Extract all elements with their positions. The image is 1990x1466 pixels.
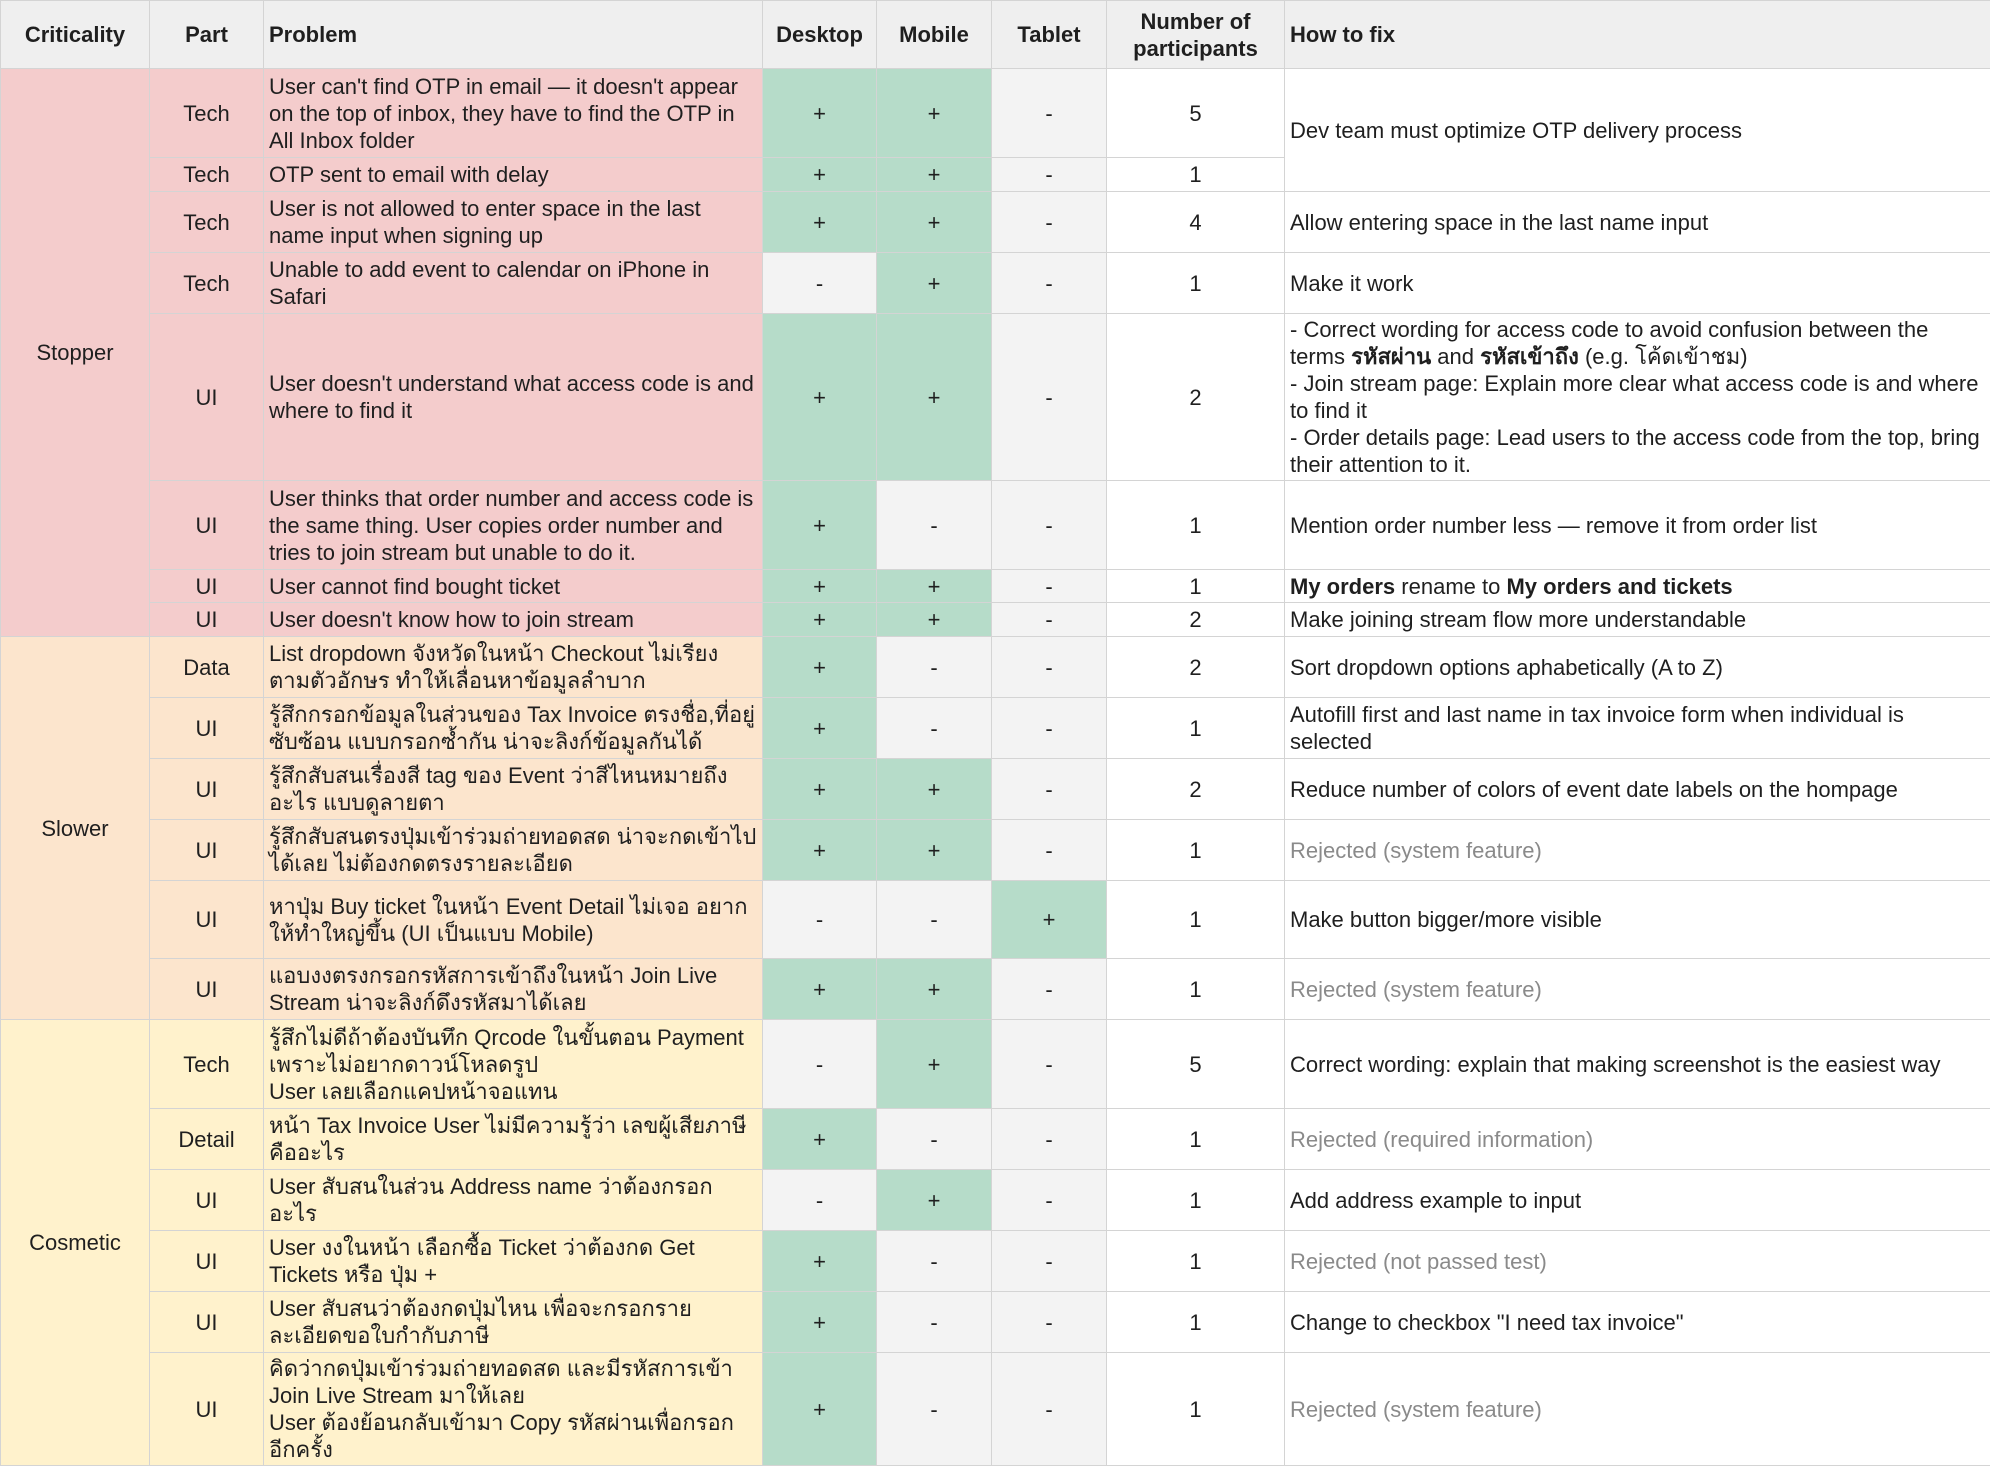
mobile-cell: - xyxy=(877,698,992,759)
fix-cell: My orders rename to My orders and tickets xyxy=(1285,570,1990,603)
fix-cell: Reduce number of colors of event date labels on the hompage xyxy=(1285,759,1990,820)
participants-cell: 1 xyxy=(1107,820,1285,881)
header-how-to-fix: How to fix xyxy=(1285,1,1990,69)
mobile-cell: + xyxy=(877,820,992,881)
desktop-cell: + xyxy=(763,1353,877,1466)
tablet-cell: - xyxy=(992,759,1107,820)
problem-cell: User สับสนในส่วน Address name ว่าต้องกรอกอะไร xyxy=(264,1170,763,1231)
problem-cell: User งงในหน้า เลือกซื้อ Ticket ว่าต้องกด Get Tickets หรือ ปุ่ม + xyxy=(264,1231,763,1292)
part-cell: Tech xyxy=(150,192,264,253)
fix-cell: Dev team must optimize OTP delivery process xyxy=(1285,69,1990,192)
fix-cell: Rejected (system feature) xyxy=(1285,820,1990,881)
table-row xyxy=(1,192,1990,253)
table-row xyxy=(1,698,1990,759)
criticality-cosmetic: Cosmetic xyxy=(1,1020,150,1466)
tablet-cell: + xyxy=(992,881,1107,959)
fix-cell: Rejected (required information) xyxy=(1285,1109,1990,1170)
mobile-cell: + xyxy=(877,570,992,603)
fix-cell: Autofill first and last name in tax invoice form when individual is selected xyxy=(1285,698,1990,759)
mobile-cell: + xyxy=(877,1020,992,1109)
desktop-cell: + xyxy=(763,698,877,759)
problem-cell: User doesn't know how to join stream xyxy=(264,603,763,637)
mobile-cell: - xyxy=(877,1231,992,1292)
tablet-cell: - xyxy=(992,192,1107,253)
fix-cell: Correct wording: explain that making screenshot is the easiest way xyxy=(1285,1020,1990,1109)
desktop-cell: + xyxy=(763,314,877,481)
problem-cell: รู้สึกสับสนตรงปุ่มเข้าร่วมถ่ายทอดสด น่าจะกดเข้าไปได้เลย ไม่ต้องกดตรงรายละเอียด xyxy=(264,820,763,881)
table-row xyxy=(1,1020,1990,1109)
tablet-cell: - xyxy=(992,698,1107,759)
tablet-cell: - xyxy=(992,314,1107,481)
tablet-cell: - xyxy=(992,1020,1107,1109)
part-cell: UI xyxy=(150,1292,264,1353)
mobile-cell: + xyxy=(877,314,992,481)
part-cell: UI xyxy=(150,603,264,637)
header-desktop: Desktop xyxy=(763,1,877,69)
desktop-cell: - xyxy=(763,1170,877,1231)
participants-cell: 2 xyxy=(1107,314,1285,481)
participants-cell: 1 xyxy=(1107,1292,1285,1353)
desktop-cell: - xyxy=(763,253,877,314)
part-cell: UI xyxy=(150,1231,264,1292)
header-mobile: Mobile xyxy=(877,1,992,69)
fix-cell: Change to checkbox "I need tax invoice" xyxy=(1285,1292,1990,1353)
problem-cell: รู้สึกไม่ดีถ้าต้องบันทึก Qrcode ในขั้นตอน Payment เพราะไม่อยากดาวน์โหลดรูป User เลยเลือกแคปหน้าจอแทน xyxy=(264,1020,763,1109)
table-row xyxy=(1,253,1990,314)
fix-cell: Add address example to input xyxy=(1285,1170,1990,1231)
tablet-cell: - xyxy=(992,1231,1107,1292)
participants-cell: 1 xyxy=(1107,881,1285,959)
table-row xyxy=(1,959,1990,1020)
table-row xyxy=(1,481,1990,570)
part-cell: UI xyxy=(150,314,264,481)
part-cell: Tech xyxy=(150,158,264,192)
part-cell: Tech xyxy=(150,253,264,314)
fix-cell: Sort dropdown options aphabetically (A to Z) xyxy=(1285,637,1990,698)
mobile-cell: - xyxy=(877,481,992,570)
desktop-cell: + xyxy=(763,192,877,253)
header-part: Part xyxy=(150,1,264,69)
part-cell: UI xyxy=(150,698,264,759)
header-row xyxy=(1,1,1990,69)
fix-cell: - Correct wording for access code to avoid confusion between the terms รหัสผ่าน and รหัสเข้าถึง (e.g. โค้ดเข้าชม) - Join stream page: Explain more clear what access code is and where to find it - Order details page: Lead users to the access code from the top, bring their attention to it. xyxy=(1285,314,1990,481)
tablet-cell: - xyxy=(992,959,1107,1020)
mobile-cell: - xyxy=(877,881,992,959)
problem-cell: แอบงงตรงกรอกรหัสการเข้าถึงในหน้า Join Live Stream น่าจะลิงก์ดึงรหัสมาได้เลย xyxy=(264,959,763,1020)
fix-cell: Make button bigger/more visible xyxy=(1285,881,1990,959)
problem-cell: User thinks that order number and access code is the same thing. User copies order number and tries to join stream but unable to do it. xyxy=(264,481,763,570)
table-row xyxy=(1,1109,1990,1170)
problem-cell: User doesn't understand what access code is and where to find it xyxy=(264,314,763,481)
criticality-slower: Slower xyxy=(1,637,150,1020)
mobile-cell: + xyxy=(877,603,992,637)
header-tablet: Tablet xyxy=(992,1,1107,69)
desktop-cell: + xyxy=(763,959,877,1020)
problem-cell: รู้สึกสับสนเรื่องสี tag ของ Event ว่าสีไหนหมายถึงอะไร แบบดูลายตา xyxy=(264,759,763,820)
header-criticality: Criticality xyxy=(1,1,150,69)
problem-cell: User is not allowed to enter space in the last name input when signing up xyxy=(264,192,763,253)
part-cell: UI xyxy=(150,959,264,1020)
table-row xyxy=(1,603,1990,637)
tablet-cell: - xyxy=(992,820,1107,881)
fix-cell: Rejected (system feature) xyxy=(1285,1353,1990,1466)
table-row xyxy=(1,759,1990,820)
desktop-cell: + xyxy=(763,820,877,881)
table-row xyxy=(1,314,1990,481)
participants-cell: 1 xyxy=(1107,570,1285,603)
problem-cell: Unable to add event to calendar on iPhone in Safari xyxy=(264,253,763,314)
tablet-cell: - xyxy=(992,637,1107,698)
part-cell: Tech xyxy=(150,69,264,158)
fix-cell: Rejected (system feature) xyxy=(1285,959,1990,1020)
fix-cell: Make joining stream flow more understandable xyxy=(1285,603,1990,637)
desktop-cell: + xyxy=(763,69,877,158)
desktop-cell: + xyxy=(763,1109,877,1170)
tablet-cell: - xyxy=(992,158,1107,192)
participants-cell: 5 xyxy=(1107,1020,1285,1109)
participants-cell: 1 xyxy=(1107,253,1285,314)
mobile-cell: + xyxy=(877,158,992,192)
problem-cell: User สับสนว่าต้องกดปุ่มไหน เพื่อจะกรอกรายละเอียดขอใบกำกับภาษี xyxy=(264,1292,763,1353)
mobile-cell: - xyxy=(877,1353,992,1466)
tablet-cell: - xyxy=(992,69,1107,158)
fix-cell: Mention order number less — remove it from order list xyxy=(1285,481,1990,570)
participants-cell: 1 xyxy=(1107,1353,1285,1466)
header-participants: Number of participants xyxy=(1107,1,1285,69)
participants-cell: 5 xyxy=(1107,69,1285,158)
participants-cell: 1 xyxy=(1107,1170,1285,1231)
mobile-cell: + xyxy=(877,253,992,314)
tablet-cell: - xyxy=(992,253,1107,314)
mobile-cell: + xyxy=(877,959,992,1020)
desktop-cell: + xyxy=(763,603,877,637)
problem-cell: OTP sent to email with delay xyxy=(264,158,763,192)
participants-cell: 2 xyxy=(1107,637,1285,698)
participants-cell: 1 xyxy=(1107,481,1285,570)
table-row xyxy=(1,570,1990,603)
mobile-cell: + xyxy=(877,759,992,820)
tablet-cell: - xyxy=(992,1170,1107,1231)
desktop-cell: + xyxy=(763,1292,877,1353)
desktop-cell: - xyxy=(763,881,877,959)
tablet-cell: - xyxy=(992,481,1107,570)
header-problem: Problem xyxy=(264,1,763,69)
participants-cell: 1 xyxy=(1107,1109,1285,1170)
fix-cell: Allow entering space in the last name input xyxy=(1285,192,1990,253)
table-row xyxy=(1,1170,1990,1231)
part-cell: UI xyxy=(150,1353,264,1466)
problem-cell: คิดว่ากดปุ่มเข้าร่วมถ่ายทอดสด และมีรหัสการเข้า Join Live Stream มาให้เลย User ต้องย้อนกลับเข้ามา Copy รหัสผ่านเพื่อกรอกอีกครั้ง xyxy=(264,1353,763,1466)
participants-cell: 1 xyxy=(1107,1231,1285,1292)
table-row xyxy=(1,1231,1990,1292)
part-cell: Detail xyxy=(150,1109,264,1170)
mobile-cell: + xyxy=(877,192,992,253)
participants-cell: 2 xyxy=(1107,603,1285,637)
participants-cell: 4 xyxy=(1107,192,1285,253)
part-cell: UI xyxy=(150,759,264,820)
fix-cell: Rejected (not passed test) xyxy=(1285,1231,1990,1292)
table-row xyxy=(1,637,1990,698)
mobile-cell: + xyxy=(877,69,992,158)
desktop-cell: + xyxy=(763,637,877,698)
participants-cell: 1 xyxy=(1107,158,1285,192)
part-cell: UI xyxy=(150,820,264,881)
part-cell: Data xyxy=(150,637,264,698)
table-row xyxy=(1,881,1990,959)
tablet-cell: - xyxy=(992,570,1107,603)
desktop-cell: + xyxy=(763,481,877,570)
mobile-cell: - xyxy=(877,1292,992,1353)
criticality-stopper: Stopper xyxy=(1,69,150,637)
participants-cell: 2 xyxy=(1107,759,1285,820)
problem-cell: List dropdown จังหวัดในหน้า Checkout ไม่เรียงตามตัวอักษร ทำให้เลื่อนหาข้อมูลลำบาก xyxy=(264,637,763,698)
tablet-cell: - xyxy=(992,603,1107,637)
problem-cell: หาปุ่ม Buy ticket ในหน้า Event Detail ไม่เจอ อยากให้ทำใหญ่ขึ้น (UI เป็นแบบ Mobile) xyxy=(264,881,763,959)
part-cell: UI xyxy=(150,881,264,959)
part-cell: Tech xyxy=(150,1020,264,1109)
desktop-cell: - xyxy=(763,1020,877,1109)
participants-cell: 1 xyxy=(1107,959,1285,1020)
desktop-cell: + xyxy=(763,570,877,603)
part-cell: UI xyxy=(150,1170,264,1231)
fix-cell: Make it work xyxy=(1285,253,1990,314)
mobile-cell: - xyxy=(877,637,992,698)
desktop-cell: + xyxy=(763,1231,877,1292)
tablet-cell: - xyxy=(992,1353,1107,1466)
participants-cell: 1 xyxy=(1107,698,1285,759)
problem-cell: User cannot find bought ticket xyxy=(264,570,763,603)
mobile-cell: + xyxy=(877,1170,992,1231)
part-cell: UI xyxy=(150,481,264,570)
table-row xyxy=(1,1292,1990,1353)
tablet-cell: - xyxy=(992,1292,1107,1353)
table-row xyxy=(1,69,1990,158)
problem-cell: User can't find OTP in email — it doesn't appear on the top of inbox, they have to find the OTP in All Inbox folder xyxy=(264,69,763,158)
table-row xyxy=(1,820,1990,881)
problem-cell: หน้า Tax Invoice User ไม่มีความรู้ว่า เลขผู้เสียภาษีคืออะไร xyxy=(264,1109,763,1170)
table-row xyxy=(1,1353,1990,1466)
mobile-cell: - xyxy=(877,1109,992,1170)
problem-cell: รู้สึกกรอกข้อมูลในส่วนของ Tax Invoice ตรงชื่อ,ที่อยู่ ซับซ้อน แบบกรอกซ้ำกัน น่าจะลิงก์ข้อมูลกันได้ xyxy=(264,698,763,759)
desktop-cell: + xyxy=(763,158,877,192)
desktop-cell: + xyxy=(763,759,877,820)
tablet-cell: - xyxy=(992,1109,1107,1170)
part-cell: UI xyxy=(150,570,264,603)
